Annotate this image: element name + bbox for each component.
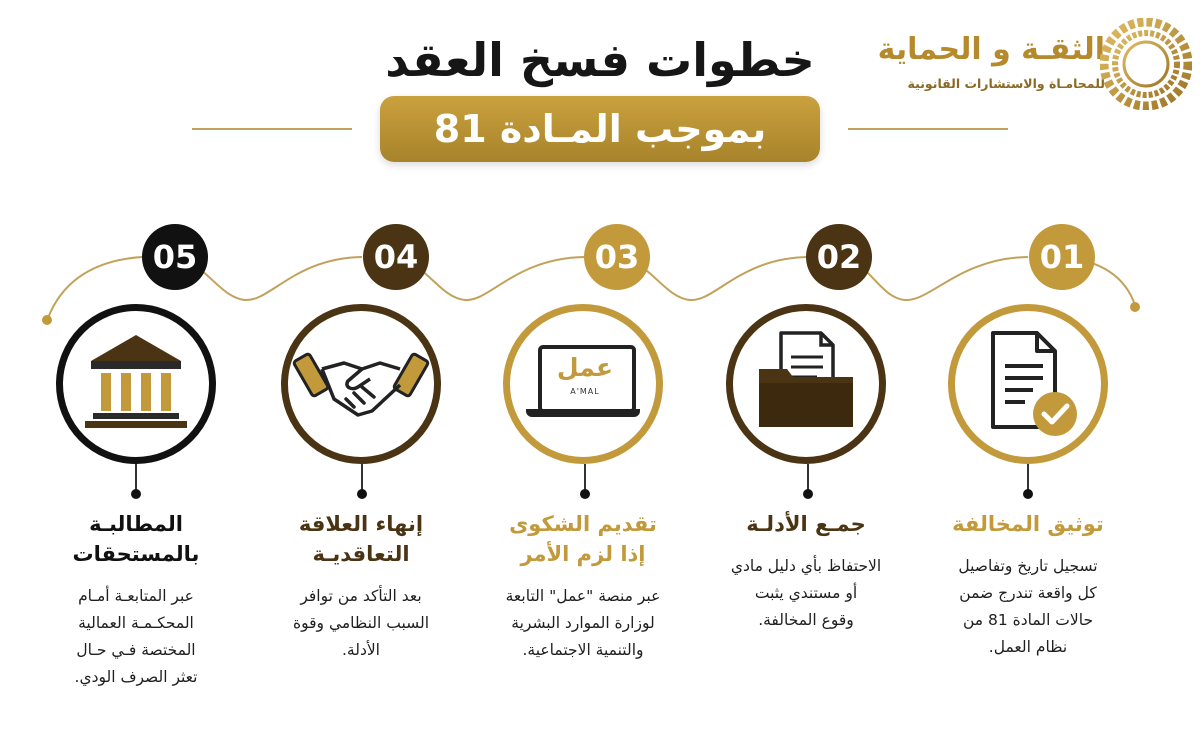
step-number-01: 01 — [1029, 224, 1095, 290]
step-title-02: جمـع الأدلـة — [746, 512, 866, 536]
step-title-03: تقديم الشكوى إذا لزم الأمر — [509, 512, 657, 566]
step-desc-01: تسجيل تاريخ وتفاصيل كل واقعة تندرج ضمن حالات المادة 81 من نظام العمل. — [958, 557, 1098, 656]
step-icon-circle-05 — [56, 304, 216, 464]
amal-logo-latin: A'MAL — [570, 387, 600, 396]
step-desc-03: عبر منصة "عمل" التابعة لوزارة الموارد البشرية والتنمية الاجتماعية. — [505, 587, 661, 659]
brand-tagline: للمحامـاة والاستشارات القانونية — [907, 76, 1105, 91]
step-number-04: 04 — [363, 224, 429, 290]
step-title-01: توثيق المخالفة — [952, 512, 1104, 536]
laptop-amal-icon — [510, 311, 656, 457]
step-icon-circle-04 — [281, 304, 441, 464]
brand-name: الثقـة و الحماية — [877, 32, 1105, 67]
handshake-icon — [288, 311, 434, 457]
page-title: خطوات فسخ العقد — [385, 33, 815, 87]
step-icon-circle-01 — [948, 304, 1108, 464]
laptop-base — [526, 409, 640, 417]
step-title-04: إنهاء العلاقة التعاقديـة — [298, 512, 424, 566]
step-icon-circle-02 — [726, 304, 886, 464]
courthouse-icon — [63, 311, 209, 457]
document-check-icon — [955, 311, 1101, 457]
step-desc-02: الاحتفاظ بأي دليل مادي أو مستندي يثبت وقوع المخالفة. — [730, 557, 882, 629]
amal-logo-text: عمل — [556, 353, 614, 382]
step-number-05: 05 — [142, 224, 208, 290]
step-title-05: المطالبـة بالمستحقات — [72, 512, 200, 566]
step-number-03: 03 — [584, 224, 650, 290]
step-number-02: 02 — [806, 224, 872, 290]
step-desc-04: بعد التأكد من توافر السبب النظامي وقوة الأدلة. — [293, 587, 429, 659]
folder-documents-icon — [733, 311, 879, 457]
subtitle-badge: بموجب المـادة 81 — [380, 96, 820, 162]
step-desc-05: عبر المتابعـة أمـام المحكـمـة العمالية المختصة فـي حـال تعثر الصرف الودي. — [74, 587, 198, 686]
step-icon-circle-03 — [503, 304, 663, 464]
